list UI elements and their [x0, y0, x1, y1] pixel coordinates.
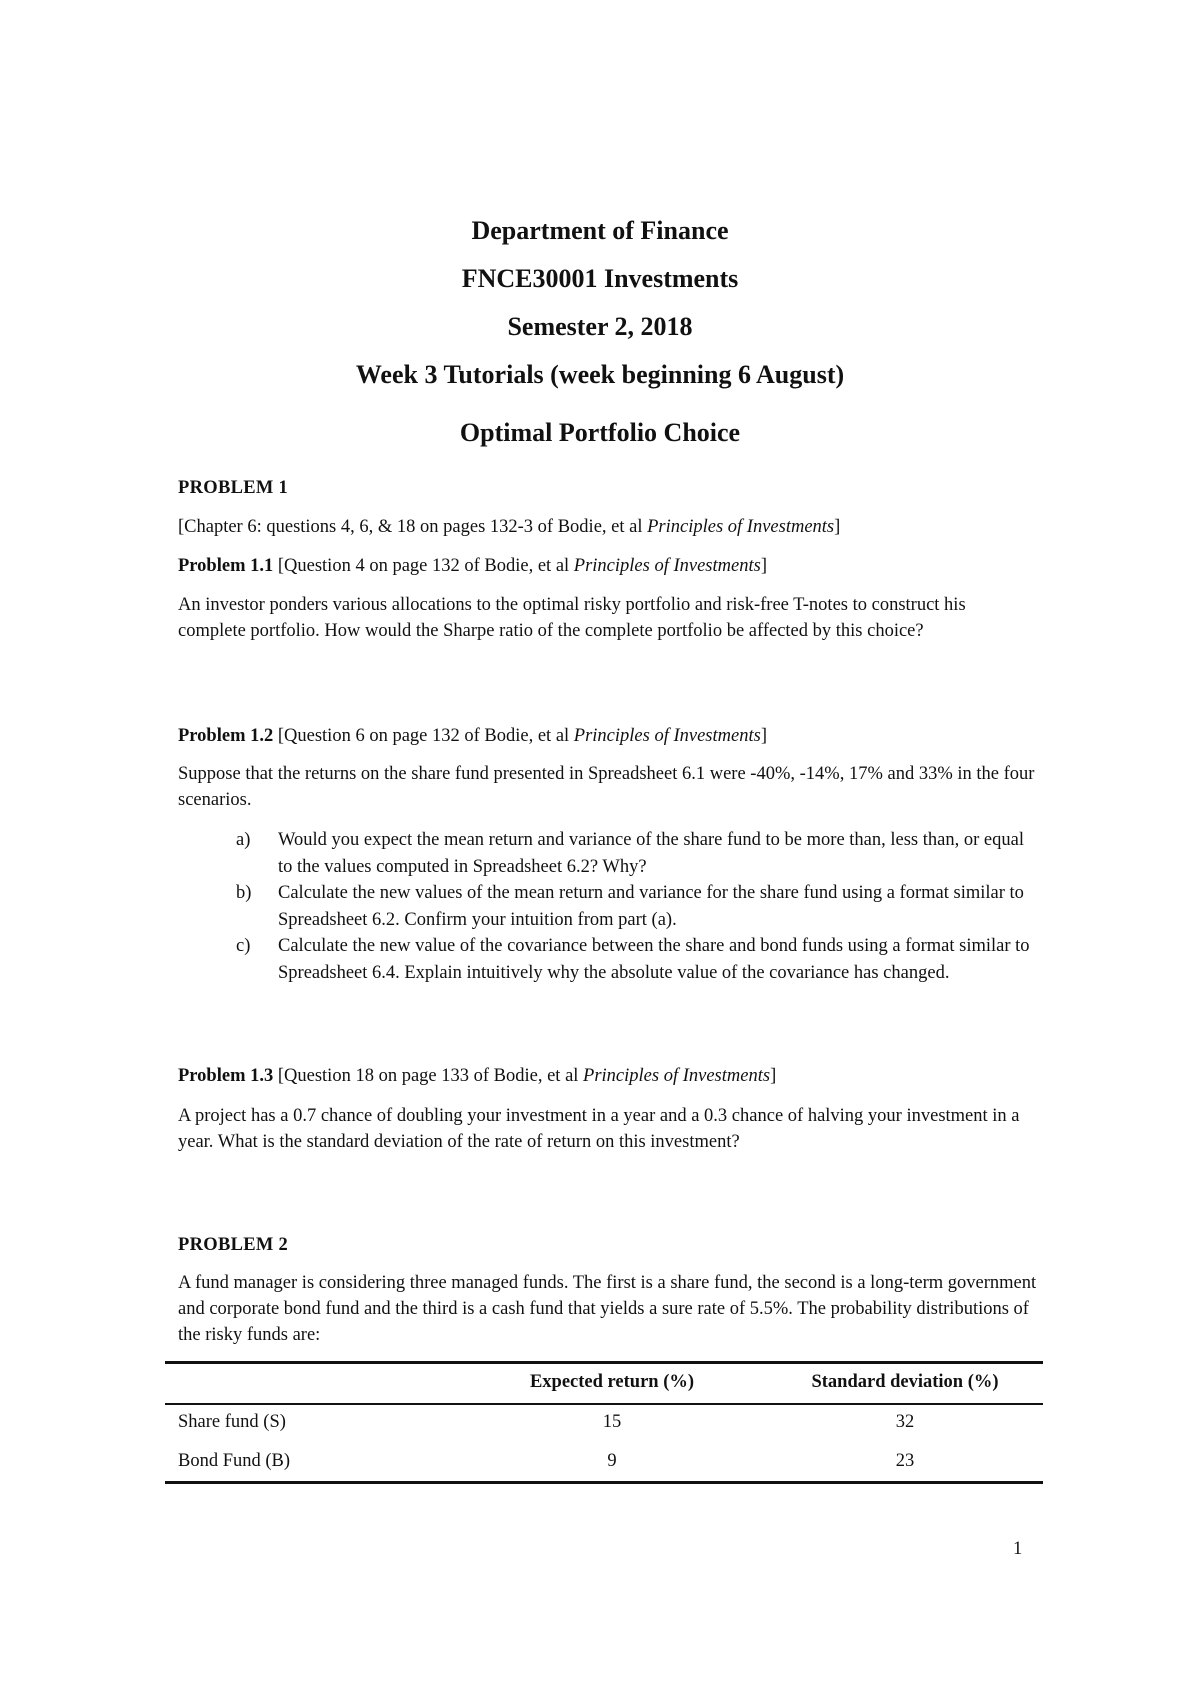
- reference-text: [Chapter 6: questions 4, 6, & 18 on pages 132-3 of Bodie, et al: [178, 517, 648, 537]
- course-title: FNCE30001 Investments: [461, 264, 739, 293]
- reference-text: [Question 18 on page 133 of Bodie, et al: [273, 1066, 584, 1086]
- week-title: Week 3 Tutorials (week beginning 6 August): [355, 360, 845, 389]
- page-number: 1: [1013, 1539, 1023, 1559]
- problem-1-2-parts: [236, 827, 1036, 986]
- table-cell-value: 15: [602, 1412, 622, 1432]
- table-cell-value: 9: [607, 1451, 617, 1471]
- problem-2-heading: PROBLEM 2: [178, 1235, 289, 1255]
- problem-1-3-text: A project has a 0.7 chance of doubling your investment in a year and a 0.3 chance of halving your investment in a year. What is the standard deviation of the rate of return on this investment?: [178, 1106, 1020, 1152]
- list-item: [236, 827, 1036, 880]
- table-row-label: Share fund (S): [178, 1412, 286, 1432]
- list-item: [236, 933, 1036, 986]
- table-bottom-rule: [165, 1481, 1043, 1484]
- book-title: Principles of Investments: [583, 1066, 771, 1086]
- problem-1-2-text: Suppose that the returns on the share fund presented in Spreadsheet 6.1 were -40%, -14%, 17% and 33% in the four scenarios.: [178, 764, 1035, 810]
- book-title: Principles of Investments: [647, 517, 835, 537]
- list-item: [236, 880, 1036, 933]
- table-header-std-dev: Standard deviation (%): [811, 1372, 999, 1392]
- department-title: Department of Finance: [471, 216, 729, 245]
- problem-1-2-label: Problem 1.2: [178, 726, 274, 746]
- table-header-expected-return: Expected return (%): [529, 1372, 695, 1392]
- problem-1-reference: [178, 514, 1038, 540]
- list-marker: b): [236, 883, 252, 903]
- list-marker: a): [236, 830, 251, 850]
- book-title: Principles of Investments: [573, 726, 761, 746]
- book-title: Principles of Investments: [573, 556, 761, 576]
- problem-2-text: A fund manager is considering three managed funds. The first is a share fund, the second is a long-term government and corporate bond fund and the third is a cash fund that yields a sure rate of 5.5%. The probability distributions of the risky funds are:: [178, 1273, 1037, 1345]
- list-item-text: Calculate the new values of the mean return and variance for the share fund using a format similar to Spreadsheet 6.2. Confirm your intuition from part (a).: [278, 883, 1024, 930]
- list-item-text: Would you expect the mean return and variance of the share fund to be more than, less than, or equal to the values computed in Spreadsheet 6.2? Why?: [278, 830, 1024, 877]
- reference-close: ]: [760, 726, 767, 746]
- table-cell-value: 32: [895, 1412, 915, 1432]
- reference-text: [Question 4 on page 132 of Bodie, et al: [273, 556, 574, 576]
- problem-1-3-heading: [178, 1063, 1038, 1089]
- problem-1-1-heading: [178, 553, 1038, 579]
- table-header-rule: [165, 1403, 1043, 1405]
- semester-title: Semester 2, 2018: [507, 312, 693, 341]
- problem-1-1-text: An investor ponders various allocations to the optimal risky portfolio and risk-free T-notes to construct his complete portfolio. How would the Sharpe ratio of the complete portfolio be affected by this choice?: [178, 595, 966, 641]
- table-cell-value: 23: [895, 1451, 915, 1471]
- table-row-label: Bond Fund (B): [178, 1451, 291, 1471]
- problem-1-1-label: Problem 1.1: [178, 556, 274, 576]
- fund-table: [165, 1364, 1043, 1484]
- reference-close: ]: [760, 556, 767, 576]
- list-marker: c): [236, 936, 251, 956]
- reference-close: ]: [770, 1066, 777, 1086]
- list-item-text: Calculate the new value of the covariance between the share and bond funds using a format similar to Spreadsheet 6.4. Explain intuitively why the absolute value of the covariance has changed.: [278, 936, 1030, 983]
- problem-1-2-heading: [178, 723, 1038, 749]
- problem-1-3-label: Problem 1.3: [178, 1066, 274, 1086]
- problem-1-heading: PROBLEM 1: [178, 478, 289, 498]
- reference-close: ]: [834, 517, 841, 537]
- topic-title: Optimal Portfolio Choice: [459, 418, 741, 447]
- reference-text: [Question 6 on page 132 of Bodie, et al: [273, 726, 574, 746]
